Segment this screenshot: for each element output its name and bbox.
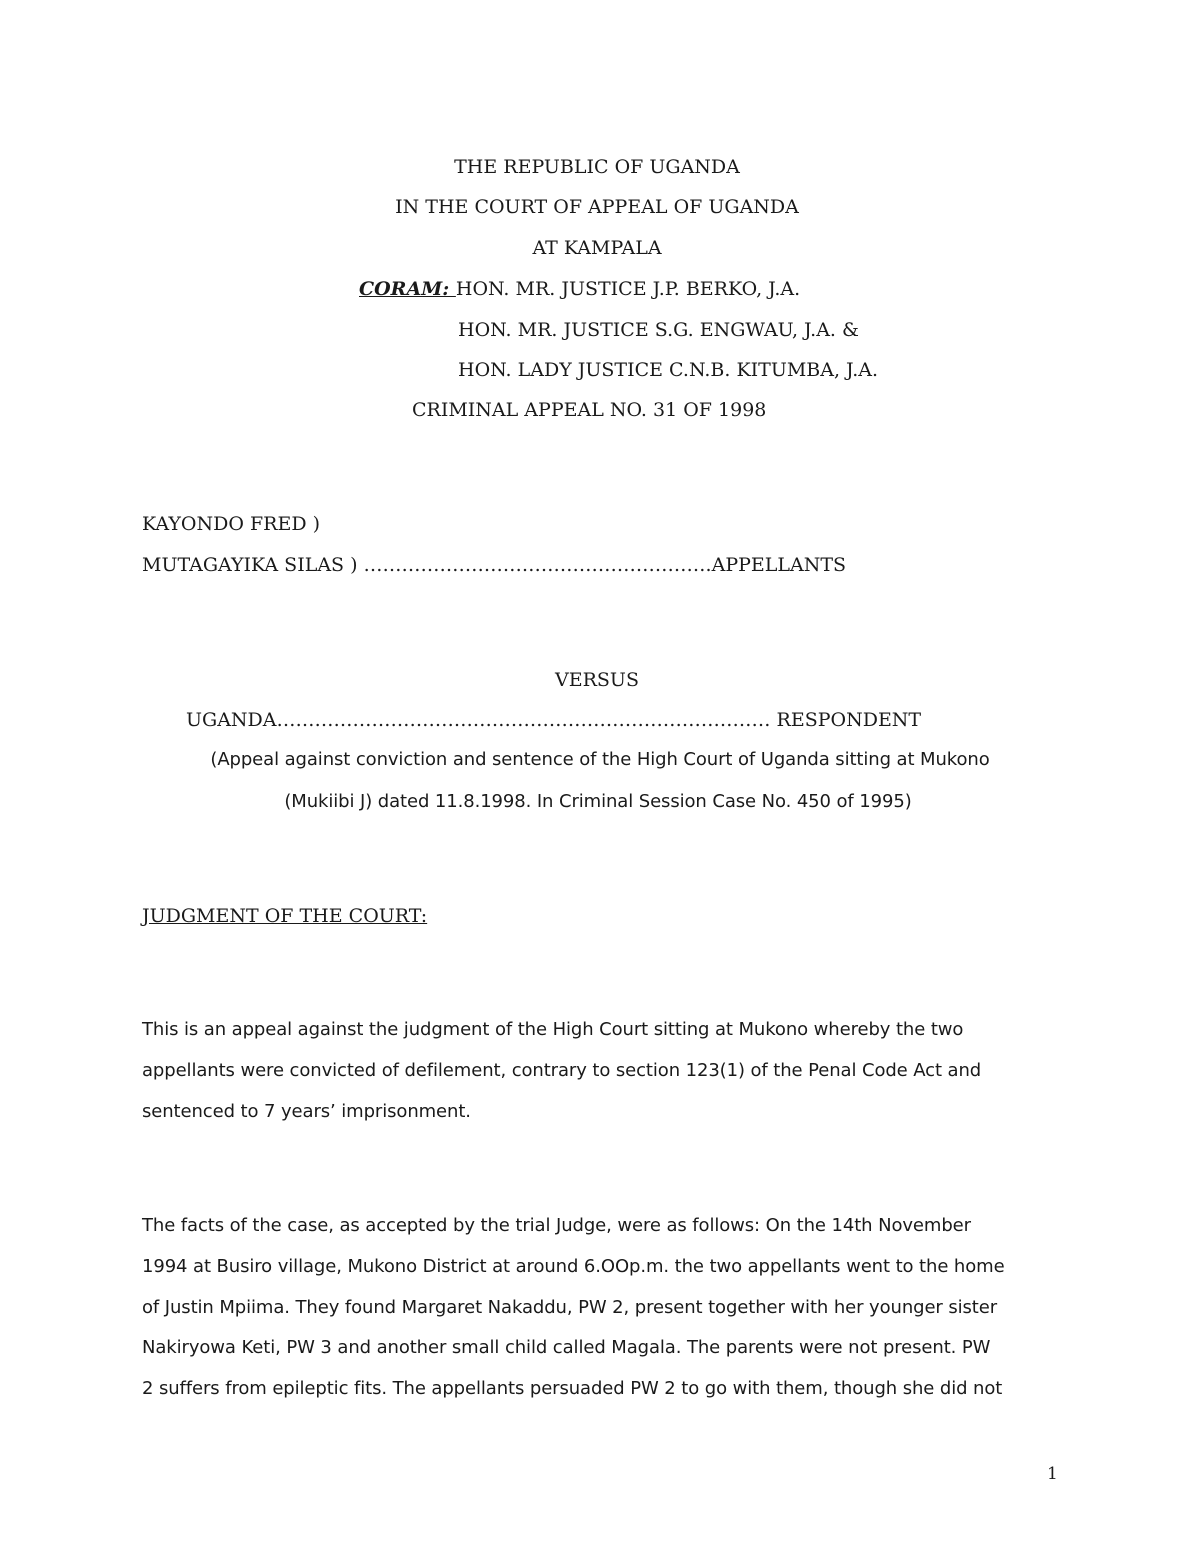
case-number: CRIMINAL APPEAL NO. 31 OF 1998 [412, 399, 767, 421]
coram-judge-2: HON. MR. JUSTICE S.G. ENGWAU, J.A. & [458, 319, 859, 341]
respondent-line: UGANDA…………………………………………………………………… RESPONDENT [186, 709, 922, 731]
paragraph-2-line-3: of Justin Mpiima. They found Margaret Nakaddu, PW 2, present together with her younger sister [142, 1297, 998, 1318]
paragraph-1-line-1: This is an appeal against the judgment of the High Court sitting at Mukono whereby the two [142, 1019, 964, 1040]
judgment-heading: JUDGMENT OF THE COURT: [142, 905, 428, 927]
court-location: AT KAMPALA [532, 237, 662, 259]
coram-line [359, 277, 800, 301]
coram-judge-3: HON. LADY JUSTICE C.N.B. KITUMBA, J.A. [458, 359, 878, 381]
court-title: IN THE COURT OF APPEAL OF UGANDA [395, 196, 799, 218]
paragraph-2-line-5: 2 suffers from epileptic fits. The appellants persuaded PW 2 to go with them, though she did not [142, 1378, 1003, 1399]
paragraph-2-line-2: 1994 at Busiro village, Mukono District at around 6.OOp.m. the two appellants went to the home [142, 1256, 1005, 1277]
versus-label: VERSUS [555, 669, 639, 691]
paragraph-2-line-1: The facts of the case, as accepted by the trial Judge, were as follows: On the 14th November [142, 1215, 971, 1236]
paragraph-2-line-4: Nakiryowa Keti, PW 3 and another small child called Magala. The parents were not present. PW [142, 1337, 991, 1358]
paragraph-1-line-3: sentenced to 7 years’ imprisonment. [142, 1101, 471, 1122]
republic-title: THE REPUBLIC OF UGANDA [454, 156, 740, 178]
appellant-2: MUTAGAYIKA SILAS ) ……………………………………………….APPELLANTS [142, 554, 847, 576]
appeal-note-line-2: (Mukiibi J) dated 11.8.1998. In Criminal Session Case No. 450 of 1995) [284, 791, 912, 812]
coram-judge-1: HON. MR. JUSTICE J.P. BERKO, J.A. [455, 278, 801, 300]
paragraph-1-line-2: appellants were convicted of defilement, contrary to section 123(1) of the Penal Code Act and [142, 1060, 982, 1081]
appeal-note-line-1: (Appeal against conviction and sentence of the High Court of Uganda sitting at Mukono [210, 749, 990, 770]
appellant-1: KAYONDO FRED ) [142, 513, 321, 535]
page-number: 1 [1047, 1464, 1058, 1484]
coram-label: CORAM: [359, 278, 456, 300]
